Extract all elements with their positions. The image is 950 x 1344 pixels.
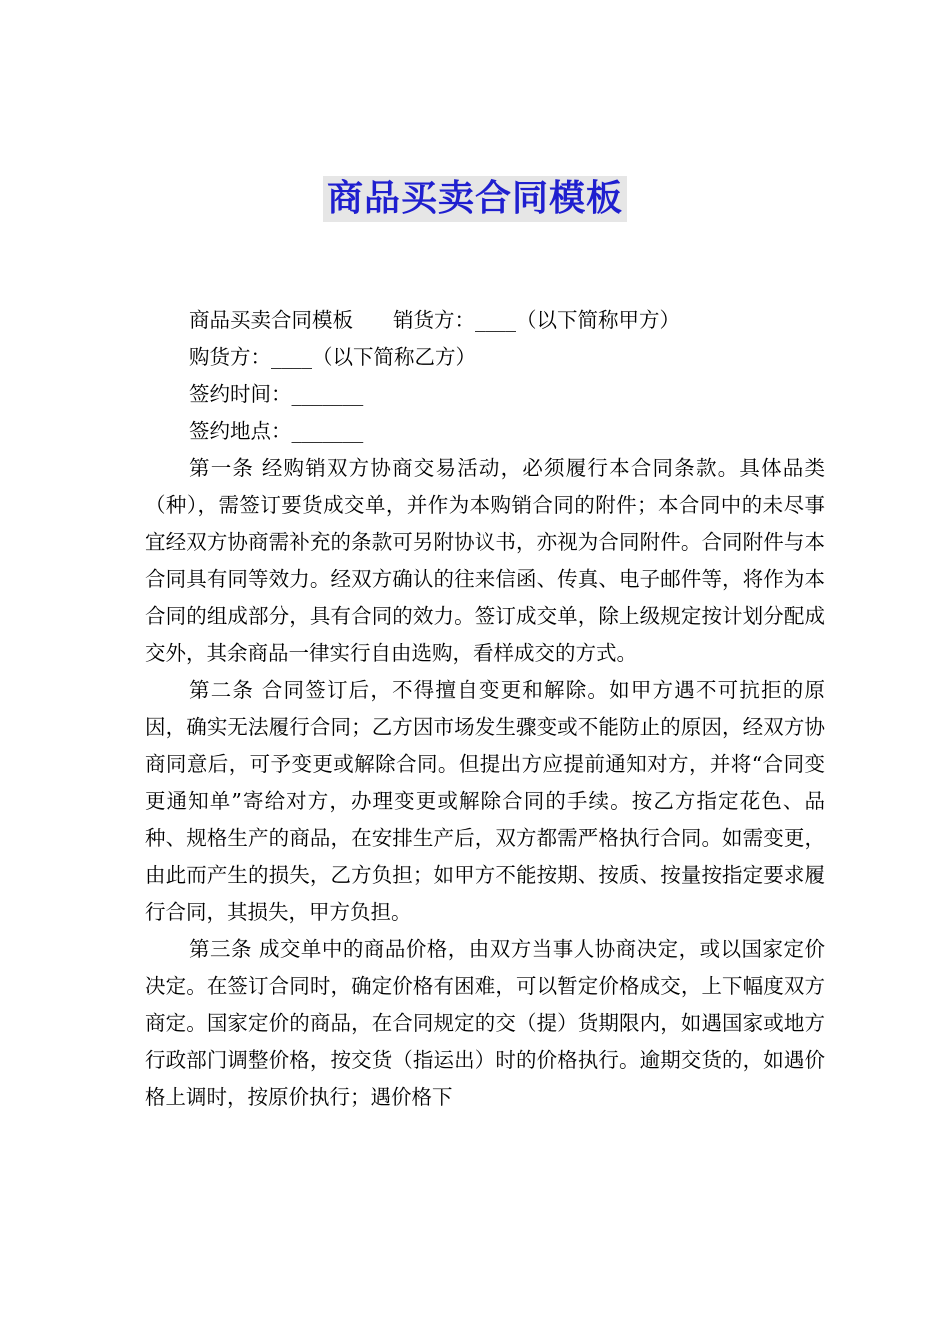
seller-text: 销货方：____（以下简称甲方）: [393, 308, 680, 332]
doc-name-text: 商品买卖合同模板: [189, 308, 353, 332]
title-area: [0, 176, 950, 222]
header-line-1: [145, 302, 825, 339]
article-3: 第三条 成交单中的商品价格，由双方当事人协商决定，或以国家定价决定。在签订合同时，确定价格有困难，可以暂定价格成交，上下幅度双方商定。国家定价的商品，在合同规定的交（提）货期限内，如遇国家或地方行政部门调整价格，按交货（指运出）时的价格执行。逾期交货的，如遇价格上调时，按原价执行；遇价格下: [145, 937, 825, 1109]
article-2: 第二条 合同签订后，不得擅自变更和解除。如甲方遇不可抗拒的原因，确实无法履行合同；乙方因市场发生骤变或不能防止的原因，经双方协商同意后，可予变更或解除合同。但提出方应提前通知对方，并将“合同变更通知单”寄给对方，办理变更或解除合同的手续。按乙方指定花色、品种、规格生产的商品，在安排生产后，双方都需严格执行合同。如需变更，由此而产生的损失，乙方负担；如甲方不能按期、按质、按量按指定要求履行合同，其损失，甲方负担。: [145, 678, 825, 924]
buyer-line: 购货方：____（以下简称乙方）: [189, 345, 476, 369]
sign-time-line: 签约时间：_______: [189, 382, 364, 406]
document-title: 商品买卖合同模板: [323, 176, 627, 222]
sign-place-line: 签约地点：_______: [189, 419, 364, 443]
document-body: [145, 302, 825, 1116]
article-1: 第一条 经购销双方协商交易活动，必须履行本合同条款。具体品类 （种），需签订要货成交单，并作为本购销合同的附件；本合同中的未尽事宜经双方协商需补充的条款可另附协议书，亦视为合同附件。合同附件与本合同具有同等效力。经双方确认的往来信函、传真、电子邮件等，将作为本合同的组成部分，具有合同的效力。签订成交单，除上级规定按计划分配成交外，其余商品一律实行自由选购，看样成交的方式。: [145, 456, 825, 665]
